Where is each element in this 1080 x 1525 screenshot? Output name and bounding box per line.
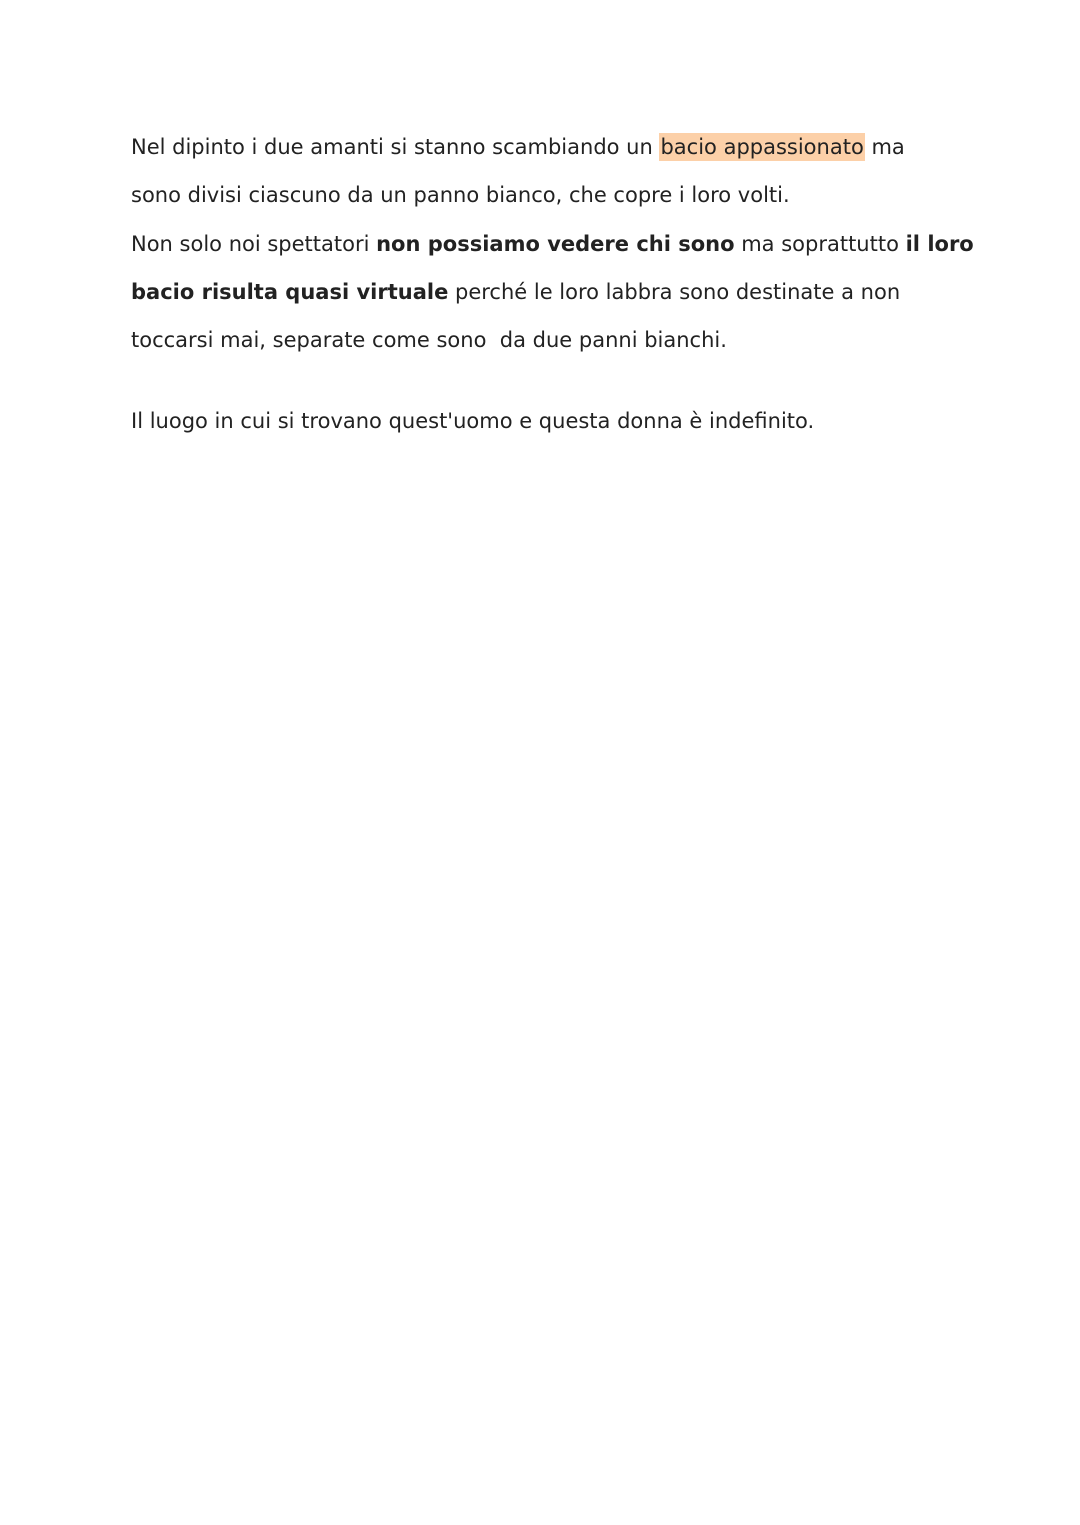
paragraph-1-line-2: sono divisi ciascuno da un panno bianco, che copre i loro volti.	[131, 183, 790, 208]
paragraph-3	[131, 397, 961, 445]
paragraph-3-line-1: Il luogo in cui si trovano quest'uomo e questa donna è indefinito.	[131, 409, 815, 434]
text-run: Non solo noi spettatori	[131, 231, 377, 256]
bold-phrase: non possiamo vedere chi sono	[376, 231, 735, 256]
text-run: ma	[864, 135, 905, 159]
highlighted-phrase: bacio appassionato	[660, 135, 864, 159]
paragraph-1	[131, 123, 961, 220]
paragraph-2-line-2	[131, 268, 961, 316]
text-run: Nel dipinto i due amanti si stanno scambiando un	[131, 135, 660, 159]
paragraph-1-line-1	[131, 123, 961, 171]
text-run: perché le loro labbra sono destinate a non	[448, 279, 901, 304]
bold-phrase: bacio risulta quasi virtuale	[131, 279, 449, 304]
paragraph-2-line-1	[131, 220, 974, 268]
document-body	[131, 123, 974, 446]
paragraph-spacer	[131, 364, 961, 397]
bold-phrase: il loro	[905, 231, 974, 256]
paragraph-2-line-3: toccarsi mai, separate come sono da due panni bianchi.	[131, 328, 727, 353]
text-run: ma soprattutto	[734, 231, 906, 256]
paragraph-2	[131, 220, 974, 365]
